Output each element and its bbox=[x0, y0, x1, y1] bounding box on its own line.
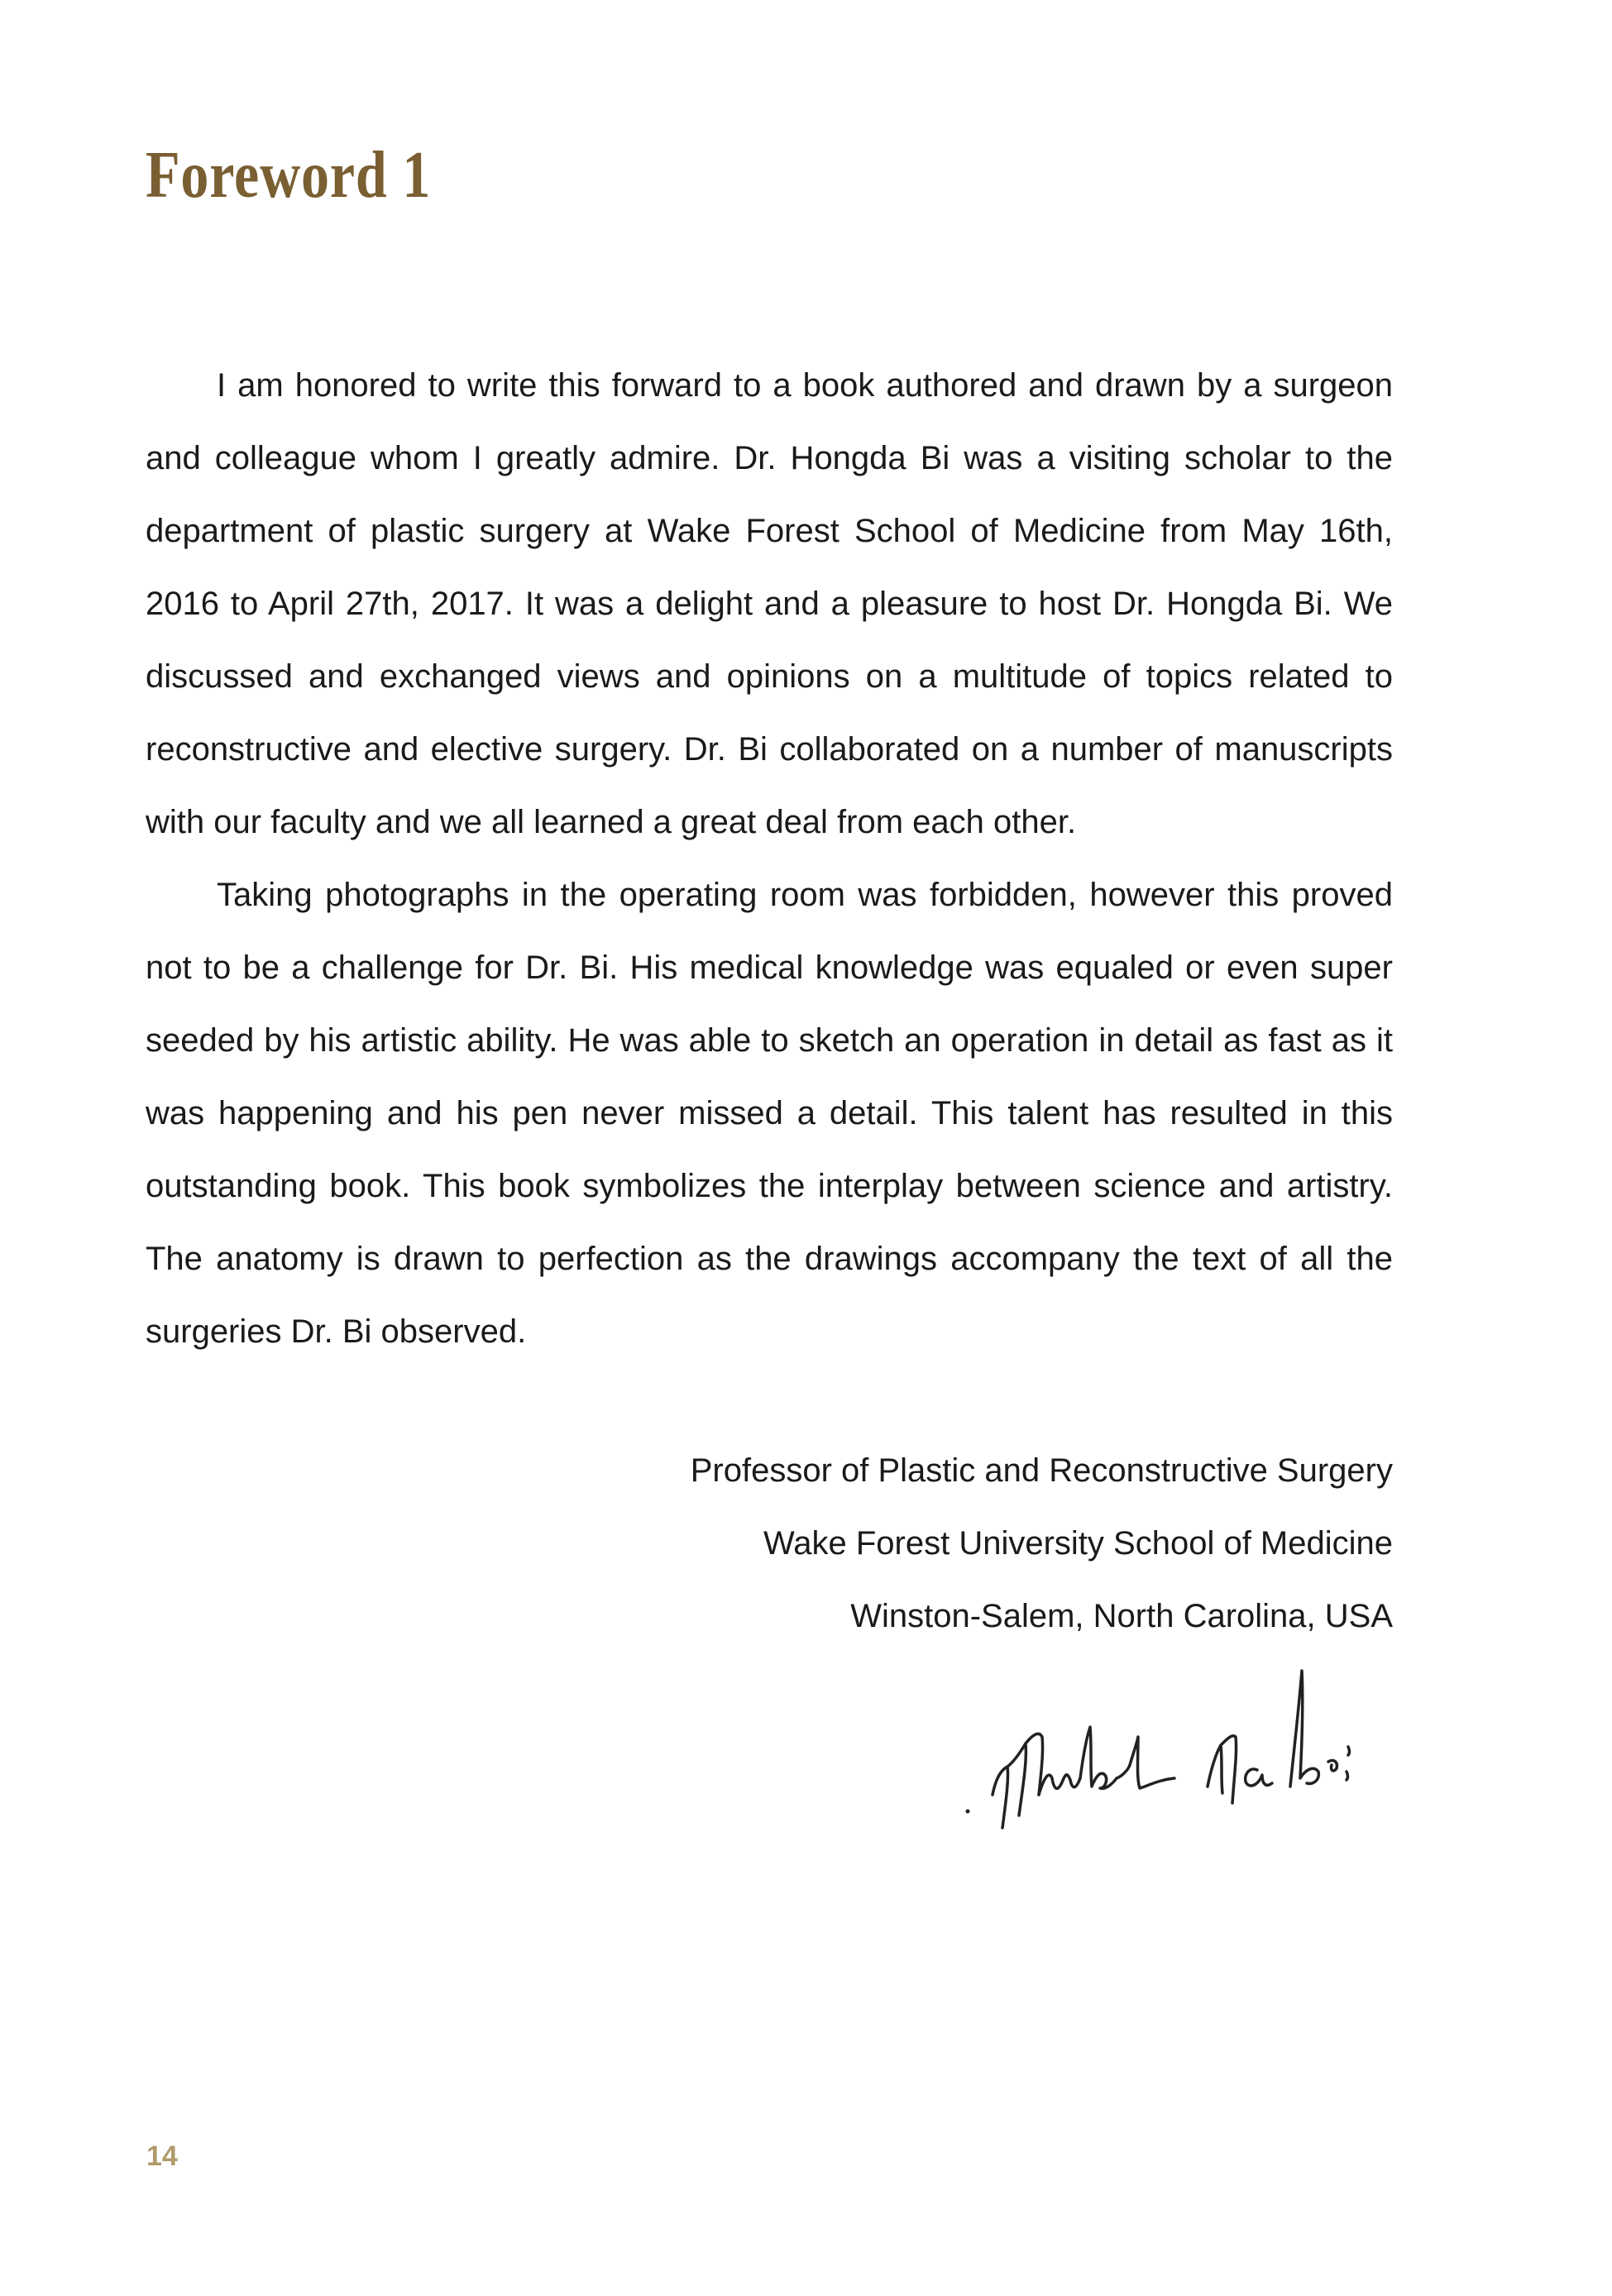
page-number: 14 bbox=[146, 2141, 178, 2172]
foreword-body bbox=[146, 349, 1393, 1368]
handwritten-signature bbox=[959, 1654, 1406, 1844]
paragraph-2: Taking photographs in the operating room was forbidden, however this proved not to be a challenge for Dr. Bi. His medical knowledge was equaled or even super seeded by his artistic ability. He was able to sketch an operation in detail as fast as it was happening and his pen never missed a detail. This talent has resulted in this outstanding book. This book symbolizes the interplay between science and artistry. The anatomy is drawn to perfection as the drawings accompany the text of all the surgeries Dr. Bi observed. bbox=[146, 877, 1393, 1350]
page-title: Foreword 1 bbox=[146, 139, 432, 212]
author-position: Professor of Plastic and Reconstructive Surgery bbox=[690, 1452, 1393, 1489]
author-location: Winston-Salem, North Carolina, USA bbox=[850, 1598, 1393, 1634]
author-institution: Wake Forest University School of Medicine bbox=[763, 1525, 1393, 1562]
paragraph-1: I am honored to write this forward to a book authored and drawn by a surgeon and colleague whom I greatly admire. Dr. Hongda Bi was a visiting scholar to the department of plastic surgery at Wake Forest School of Medicine from May 16th, 2016 to April 27th, 2017. It was a delight and a pleasure to host Dr. Hongda Bi. We discussed and exchanged views and opinions on a multitude of topics related to reconstructive and elective surgery. Dr. Bi collaborated on a number of manuscripts with our faculty and we all learned a great deal from each other. bbox=[146, 367, 1393, 840]
author-signoff bbox=[691, 1434, 1393, 1653]
